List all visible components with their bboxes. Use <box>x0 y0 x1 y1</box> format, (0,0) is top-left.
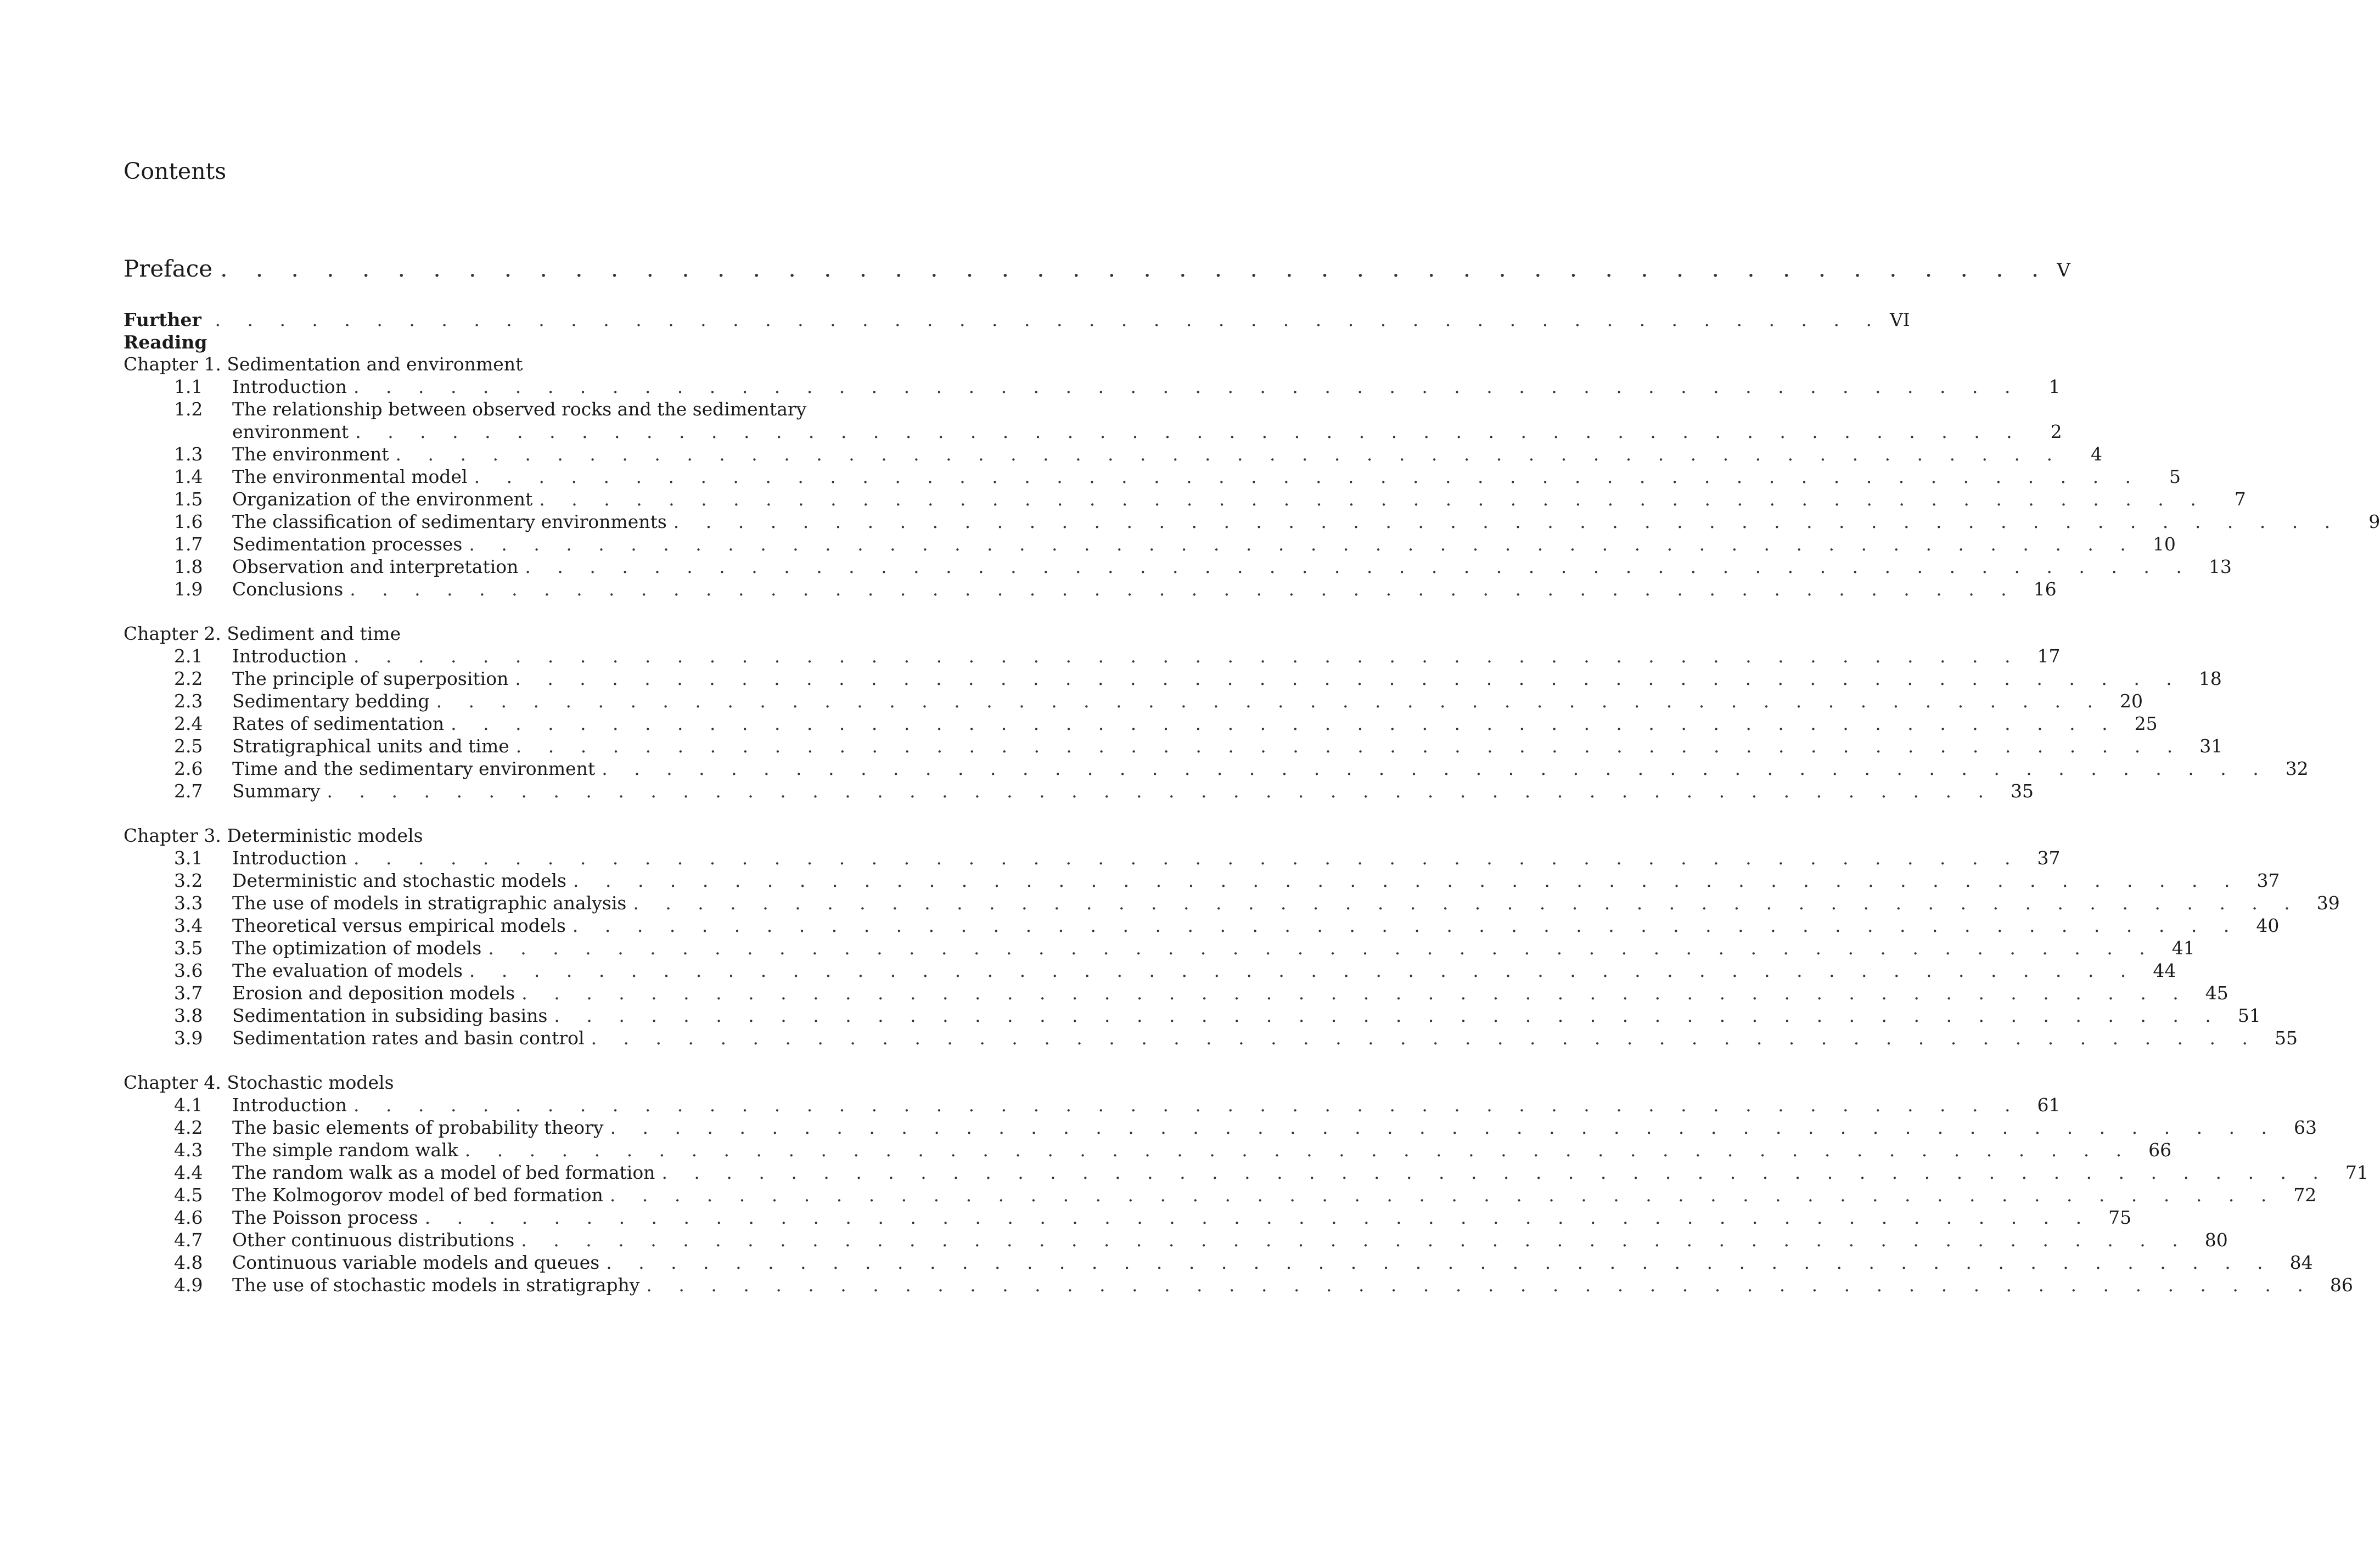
section-number: 3.9 <box>174 1027 203 1049</box>
page-number: 2 <box>2050 421 2062 442</box>
page-number: 80 <box>2204 1229 2228 1251</box>
section-title: Theoretical versus empirical models <box>232 915 566 936</box>
chapter-heading[interactable]: Chapter 1. Sedimentation and environment <box>124 353 523 375</box>
section-title: environment <box>232 421 349 442</box>
dot-leader: . . . . . . . . . . . . . . . . . . . . . . . . . . . . . . . . . . . . . . . . . . . . . . . . . . . . <box>469 960 2137 981</box>
dot-leader: . . . . . . . . . . . . . . . . . . . . . . . . . . . . . . . . . . . . . . . . . . . . . . . . . . . . <box>661 1162 2329 1183</box>
page-number: 37 <box>2037 847 2061 869</box>
section-title: Introduction <box>232 847 347 869</box>
section-number: 1.6 <box>174 511 203 532</box>
section-title: The use of stochastic models in stratigraphy <box>232 1274 640 1296</box>
toc-entry[interactable] <box>124 892 2340 914</box>
preface-page-number: V <box>2057 260 2070 282</box>
toc-entry[interactable] <box>124 1161 2368 1184</box>
toc-entry[interactable] <box>124 510 2380 533</box>
page-number: 66 <box>2148 1139 2172 1161</box>
page-number: 72 <box>2293 1184 2317 1206</box>
section-title: Sedimentation rates and basin control <box>232 1027 585 1049</box>
dot-leader: . . . . . . . . . . . . . . . . . . . . . . . . . . . . . . . . . . . . . . . . . . . . . . . . . . . . <box>353 376 2021 397</box>
section-title: Continuous variable models and queues <box>232 1252 600 1273</box>
toc-entry[interactable] <box>124 667 2222 690</box>
chapter-heading[interactable]: Chapter 4. Stochastic models <box>124 1072 394 1093</box>
chapter-block <box>124 1071 2368 1296</box>
section-title: Introduction <box>232 376 347 397</box>
toc-entry[interactable] <box>124 712 2158 735</box>
section-title: Organization of the environment <box>232 488 533 510</box>
dot-leader: . . . . . . . . . . . . . . . . . . . . . . . . . . . . . . . . . . . . . . . . . . . . . . . . . . . . <box>521 982 2189 1004</box>
chapter-block <box>124 824 2340 1049</box>
section-title: The optimization of models <box>232 937 482 959</box>
dot-leader: . . . . . . . . . . . . . . . . . . . . . . . . . . . . . . . . . . . . . . . . . . . . . . . . . . . . <box>464 1139 2132 1161</box>
section-number: 1.1 <box>174 376 203 397</box>
dot-leader: . . . . . . . . . . . . . . . . . . . . . . . . . . . . . . . . . . . . . . . . . . . . . . . . . . . . <box>572 915 2240 936</box>
section-title: The use of models in stratigraphic analysis <box>232 892 627 914</box>
section-number: 4.6 <box>174 1207 203 1228</box>
section-number: 1.7 <box>174 533 203 555</box>
toc-entry[interactable] <box>124 645 2061 667</box>
dot-leader: . . . . . . . . . . . . . . . . . . . . . . . . . . . . . . . . . . . . . . . . . . . . . . . . . . . . <box>515 735 2183 757</box>
toc-entry[interactable] <box>124 1251 2313 1274</box>
toc-entry[interactable] <box>124 847 2061 869</box>
section-number: 2.6 <box>174 758 203 779</box>
page-number: 13 <box>2208 556 2232 577</box>
section-title: Deterministic and stochastic models <box>232 870 566 891</box>
toc-entry[interactable] <box>124 1027 2298 1049</box>
page-number: 20 <box>2120 690 2143 712</box>
dot-leader: . . . . . . . . . . . . . . . . . . . . . . . . . . . . . . . . . . . . . . . . . . . . . . . . . . . . <box>474 466 2142 487</box>
page-number: 44 <box>2153 960 2176 981</box>
page-number: 86 <box>2330 1274 2353 1296</box>
toc-entry[interactable] <box>124 465 2181 488</box>
toc-entry[interactable] <box>124 488 2246 510</box>
dot-leader: . . . . . . . . . . . . . . . . . . . . . . . . . . . . . . . . . . . . . . . . . . . . . . . . . . . . <box>353 1094 2021 1116</box>
dot-leader: . . . . . . . . . . . . . . . . . . . . . . . . . . . . . . . . . . . . . . . . . . . . . . . . . . . . <box>554 1005 2221 1026</box>
section-title: The principle of superposition <box>232 668 509 689</box>
page-number: 17 <box>2037 645 2061 667</box>
section-title: Time and the sedimentary environment <box>232 758 596 779</box>
dot-leader: . . . . . . . . . . . . . . . . . . . . . . . . . . . . . . . . . . . . . . . . . . . . . . . . . . . . <box>220 255 2050 282</box>
section-title: Sedimentary bedding <box>232 690 430 712</box>
toc-entry[interactable] <box>124 1116 2317 1139</box>
page-number: 37 <box>2256 870 2280 891</box>
section-title: Erosion and deposition models <box>232 982 515 1004</box>
section-title: Introduction <box>232 645 347 667</box>
section-number: 3.8 <box>174 1005 203 1026</box>
toc-entry[interactable] <box>124 982 2229 1004</box>
section-title: Introduction <box>232 1094 347 1116</box>
chapter-heading[interactable]: Chapter 3. Deterministic models <box>124 825 423 846</box>
dot-leader: . . . . . . . . . . . . . . . . . . . . . . . . . . . . . . . . . . . . . . . . . . . . . . . . . . . . <box>353 645 2021 667</box>
page-number: 55 <box>2275 1027 2298 1049</box>
section-title: The evaluation of models <box>232 960 463 981</box>
dot-leader: . . . . . . . . . . . . . . . . . . . . . . . . . . . . . . . . . . . . . . . . . . . . . . . . . . . . <box>572 870 2241 891</box>
dot-leader: . . . . . . . . . . . . . . . . . . . . . . . . . . . . . . . . . . . . . . . . . . . . . . . . . . . . <box>602 758 2269 779</box>
section-number: 1.5 <box>174 488 203 510</box>
page-number: 40 <box>2256 915 2280 936</box>
dot-leader: . . . . . . . . . . . . . . . . . . . . . . . . . . . . . . . . . . . . . . . . . . . . . . . . . . . . <box>606 1252 2274 1273</box>
chapter-block <box>124 353 2380 600</box>
further-reading-label: Further Reading <box>124 309 207 353</box>
dot-leader: . . . . . . . . . . . . . . . . . . . . . . . . . . . . . . . . . . . . . . . . . . . . . . . . . . . . <box>488 937 2156 959</box>
toc-entry[interactable] <box>124 578 2057 600</box>
section-title: Other continuous distributions <box>232 1229 515 1251</box>
dot-leader: . . . . . . . . . . . . . . . . . . . . . . . . . . . . . . . . . . . . . . . . . . . . . . . . . . . . <box>610 1117 2278 1138</box>
section-number: 2.2 <box>174 668 203 689</box>
page-number: 51 <box>2237 1005 2261 1026</box>
toc-entry[interactable] <box>124 690 2143 712</box>
toc-entry[interactable] <box>124 1229 2228 1251</box>
dot-leader: . . . . . . . . . . . . . . . . . . . . . . . . . . . . . . . . . . . . . . . . . . . . . . . . . . . . <box>591 1027 2259 1049</box>
dot-leader: . . . . . . . . . . . . . . . . . . . . . . . . . . . . . . . . . . . . . . . . . . . . . . . . . . . . <box>350 578 2017 600</box>
page-number: 61 <box>2037 1094 2061 1116</box>
dot-leader: . . . . . . . . . . . . . . . . . . . . . . . . . . . . . . . . . . . . . . . . . . . . . . . . . . . . <box>395 443 2063 465</box>
section-number: 3.1 <box>174 847 203 869</box>
section-title: Observation and interpretation <box>232 556 519 577</box>
toc-entry[interactable] <box>124 555 2232 578</box>
toc-entry[interactable] <box>124 420 2062 443</box>
section-number: 3.5 <box>174 937 203 959</box>
section-number: 4.5 <box>174 1184 203 1206</box>
page-number: 45 <box>2205 982 2229 1004</box>
page-number: 84 <box>2289 1252 2313 1273</box>
toc-entry[interactable] <box>124 1206 2132 1229</box>
page-number: 4 <box>2090 443 2102 465</box>
dot-leader: . . . . . . . . . . . . . . . . . . . . . . . . . . . . . . . . . . . . . . . . . . . . . . . . . . . . <box>436 690 2104 712</box>
toc-entry[interactable] <box>124 375 2061 398</box>
toc-entry[interactable] <box>124 1184 2317 1206</box>
section-title: The basic elements of probability theory <box>232 1117 604 1138</box>
page-number: 7 <box>2234 488 2246 510</box>
section-title: Rates of sedimentation <box>232 713 445 734</box>
section-title: The simple random walk <box>232 1139 458 1161</box>
section-number: 2.1 <box>174 645 203 667</box>
page-number: 63 <box>2294 1117 2317 1138</box>
section-title: Summary <box>232 780 321 802</box>
toc-entry[interactable] <box>124 914 2280 937</box>
dot-leader: . . . . . . . . . . . . . . . . . . . . . . . . . . . . . . . . . . . . . . . . . . . . . . . . . . . . <box>633 892 2300 914</box>
section-number: 2.4 <box>174 713 203 734</box>
dot-leader: . . . . . . . . . . . . . . . . . . . . . . . . . . . . . . . . . . . . . . . . . . . . . . . . . . . . <box>327 780 1994 802</box>
section-number: 4.8 <box>174 1252 203 1273</box>
section-title: The environmental model <box>232 466 468 487</box>
section-number: 3.2 <box>174 870 203 891</box>
page-number: 1 <box>2048 376 2061 397</box>
dot-leader: . . . . . . . . . . . . . . . . . . . . . . . . . . . . . . . . . . . . . . . . . . . . . . . . . . . . <box>215 309 1882 330</box>
page-number: 75 <box>2108 1207 2132 1228</box>
section-number: 4.9 <box>174 1274 203 1296</box>
section-title: The Kolmogorov model of bed formation <box>232 1184 603 1206</box>
dot-leader: . . . . . . . . . . . . . . . . . . . . . . . . . . . . . . . . . . . . . . . . . . . . . . . . . . . . <box>515 668 2182 689</box>
section-title: Conclusions <box>232 578 344 600</box>
section-title: The relationship between observed rocks and the sedimentary <box>232 398 807 420</box>
toc-entry[interactable] <box>124 780 2034 802</box>
page-number: 32 <box>2285 758 2309 779</box>
section-number: 1.9 <box>174 578 203 600</box>
page-title: Contents <box>124 158 227 184</box>
toc-entry[interactable] <box>124 757 2309 780</box>
section-number: 1.4 <box>174 466 203 487</box>
section-number: 3.4 <box>174 915 203 936</box>
dot-leader: . . . . . . . . . . . . . . . . . . . . . . . . . . . . . . . . . . . . . . . . . . . . . . . . . . . . <box>609 1184 2277 1206</box>
section-number: 4.3 <box>174 1139 203 1161</box>
toc-entry[interactable] <box>124 959 2176 982</box>
dot-leader: . . . . . . . . . . . . . . . . . . . . . . . . . . . . . . . . . . . . . . . . . . . . . . . . . . . . <box>469 533 2136 555</box>
toc-entry[interactable] <box>124 1139 2172 1161</box>
page-number: 18 <box>2198 668 2222 689</box>
chapter-list <box>124 353 2380 1296</box>
page-number: 71 <box>2345 1162 2368 1183</box>
section-number: 2.5 <box>174 735 203 757</box>
section-title: The Poisson process <box>232 1207 418 1228</box>
page-number: 5 <box>2169 466 2181 487</box>
dot-leader: . . . . . . . . . . . . . . . . . . . . . . . . . . . . . . . . . . . . . . . . . . . . . . . . . . . . <box>451 713 2118 734</box>
toc-entry[interactable] <box>124 398 947 420</box>
section-number: 4.7 <box>174 1229 203 1251</box>
dot-leader: . . . . . . . . . . . . . . . . . . . . . . . . . . . . . . . . . . . . . . . . . . . . . . . . . . . . <box>521 1229 2188 1251</box>
toc-preface-entry[interactable] <box>124 252 2070 285</box>
page-number: 31 <box>2199 735 2223 757</box>
section-number: 1.3 <box>174 443 203 465</box>
page-number: 35 <box>2011 780 2034 802</box>
section-number: 3.6 <box>174 960 203 981</box>
section-title: Sedimentation processes <box>232 533 463 555</box>
section-number: 3.7 <box>174 982 203 1004</box>
page-number: 10 <box>2152 533 2176 555</box>
section-number: 4.1 <box>174 1094 203 1116</box>
chapter-heading[interactable]: Chapter 2. Sediment and time <box>124 623 401 644</box>
toc-entry[interactable] <box>124 735 2223 757</box>
toc-entry[interactable] <box>124 1094 2061 1116</box>
section-number: 1.8 <box>174 556 203 577</box>
toc-entry[interactable] <box>124 443 2102 465</box>
section-number: 1.2 <box>174 398 203 420</box>
page-number: 16 <box>2033 578 2057 600</box>
section-title: The random walk as a model of bed formation <box>232 1162 655 1183</box>
chapter-block <box>124 622 2309 802</box>
dot-leader: . . . . . . . . . . . . . . . . . . . . . . . . . . . . . . . . . . . . . . . . . . . . . . . . . . . . <box>673 511 2341 532</box>
section-title: The classification of sedimentary environments <box>232 511 667 532</box>
toc-entry[interactable] <box>124 533 2176 555</box>
further-reading-page-number: VI <box>1889 309 1910 330</box>
dot-leader: . . . . . . . . . . . . . . . . . . . . . . . . . . . . . . . . . . . . . . . . . . . . . . . . . . . . <box>525 556 2192 577</box>
section-title: The environment <box>232 443 389 465</box>
dot-leader: . . . . . . . . . . . . . . . . . . . . . . . . . . . . . . . . . . . . . . . . . . . . . . . . . . . . <box>355 421 2023 442</box>
dot-leader: . . . . . . . . . . . . . . . . . . . . . . . . . . . . . . . . . . . . . . . . . . . . . . . . . . . . <box>424 1207 2092 1228</box>
section-number: 3.3 <box>174 892 203 914</box>
dot-leader: . . . . . . . . . . . . . . . . . . . . . . . . . . . . . . . . . . . . . . . . . . . . . . . . . . . . <box>646 1274 2314 1296</box>
section-title: Sedimentation in subsiding basins <box>232 1005 548 1026</box>
section-number: 2.3 <box>174 690 203 712</box>
dot-leader: . . . . . . . . . . . . . . . . . . . . . . . . . . . . . . . . . . . . . . . . . . . . . . . . . . . . <box>353 847 2021 869</box>
page-number: 25 <box>2134 713 2158 734</box>
toc-further-reading-entry[interactable] <box>124 308 1910 353</box>
table-of-contents <box>124 252 2380 1296</box>
toc-entry[interactable] <box>124 937 2195 959</box>
section-number: 4.4 <box>174 1162 203 1183</box>
toc-entry[interactable] <box>124 1274 2353 1296</box>
page-number: 41 <box>2171 937 2195 959</box>
page-number: 39 <box>2316 892 2340 914</box>
section-title: Stratigraphical units and time <box>232 735 509 757</box>
preface-label: Preface <box>124 255 213 282</box>
section-number: 4.2 <box>174 1117 203 1138</box>
dot-leader: . . . . . . . . . . . . . . . . . . . . . . . . . . . . . . . . . . . . . . . . . . . . . . . . . . . . <box>539 488 2207 510</box>
page-number: 9 <box>2368 511 2380 532</box>
section-number: 2.7 <box>174 780 203 802</box>
toc-entry[interactable] <box>124 869 2280 892</box>
toc-entry[interactable] <box>124 1004 2261 1027</box>
